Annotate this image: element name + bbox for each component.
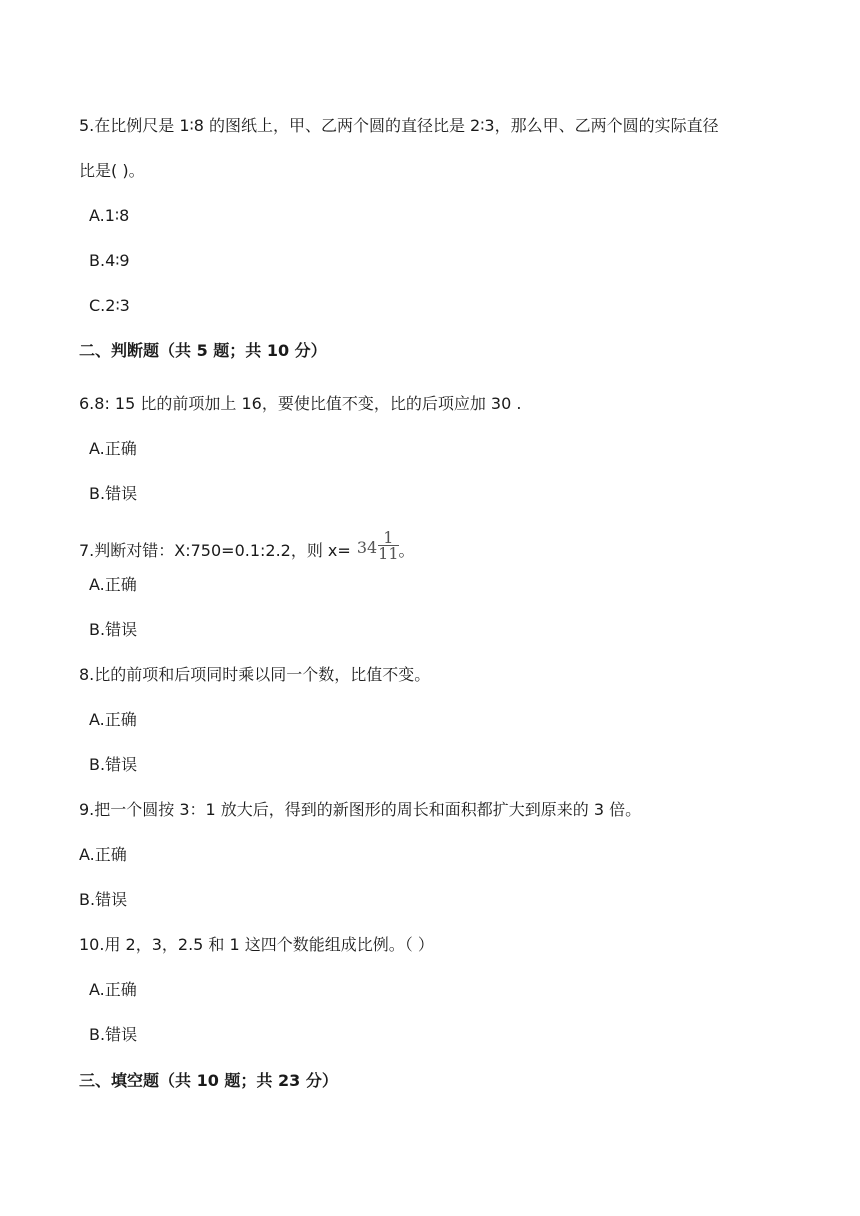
- q6-option-b: B.错误: [89, 484, 138, 503]
- q7-option-a: A.正确: [89, 575, 137, 594]
- q7-stem-prefix: 7.判断对错：X:750=0.1:2.2，则 x=: [79, 541, 351, 560]
- q7-stem: [79, 528, 415, 567]
- q7-stem-suffix: 。: [398, 541, 415, 560]
- section-3-title: 三、填空题（共 10 题；共 23 分）: [79, 1071, 338, 1090]
- q5-option-a: A.1∶8: [89, 206, 130, 225]
- q7-fraction: [378, 530, 398, 561]
- q10-stem: 10.用 2，3，2.5 和 1 这四个数能组成比例。（ ）: [79, 935, 434, 954]
- q8-stem: 8.比的前项和后项同时乘以同一个数，比值不变。: [79, 665, 431, 684]
- q7-fraction-numerator: 1: [378, 530, 398, 546]
- q8-option-a: A.正确: [89, 710, 137, 729]
- q7-option-b: B.错误: [89, 620, 138, 639]
- q7-fraction-denominator: 11: [378, 544, 399, 563]
- q9-option-a: A.正确: [79, 845, 127, 864]
- q5-stem-line1: 5.在比例尺是 1∶8 的图纸上，甲、乙两个圆的直径比是 2∶3，那么甲、乙两个圆的实际直径: [79, 116, 719, 135]
- q9-stem: 9.把一个圆按 3：1 放大后，得到的新图形的周长和面积都扩大到原来的 3 倍。: [79, 800, 642, 819]
- q5-option-c: C.2∶3: [89, 296, 130, 315]
- q5-option-b: B.4∶9: [89, 251, 130, 270]
- q10-option-b: B.错误: [89, 1025, 138, 1044]
- q6-stem: 6.8: 15 比的前项加上 16，要使比值不变，比的后项应加 30 .: [79, 394, 522, 413]
- q6-option-a: A.正确: [89, 439, 137, 458]
- q10-option-a: A.正确: [89, 980, 137, 999]
- q8-option-b: B.错误: [89, 755, 138, 774]
- q5-stem-line2: 比是( )。: [79, 161, 145, 180]
- section-2-title: 二、判断题（共 5 题；共 10 分）: [79, 341, 327, 360]
- q7-mixed-fraction: [356, 528, 399, 567]
- q7-fraction-whole: 34: [356, 537, 378, 557]
- q9-option-b: B.错误: [79, 890, 128, 909]
